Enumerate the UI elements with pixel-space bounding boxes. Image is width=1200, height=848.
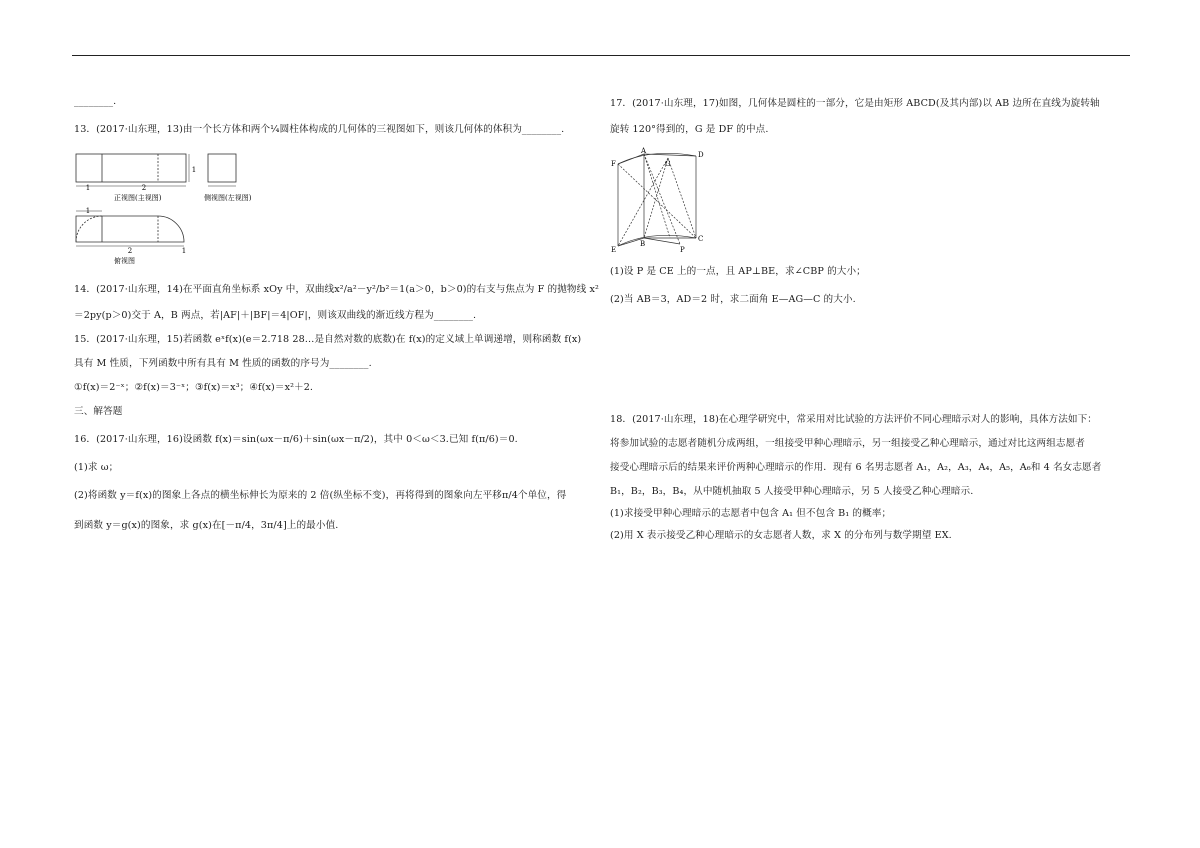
question-18-line-2: 将参加试验的志愿者随机分成两组，一组接受甲种心理暗示，另一组接受乙种心理暗示，通过对比这两组志愿者 xyxy=(610,438,1085,449)
section-heading: 三、解答题 xyxy=(74,406,123,417)
front-dim-1: 1 xyxy=(85,184,91,192)
question-14-line-2: ＝2py(p＞0)交于 A，B 两点，若|AF|＋|BF|＝4|OF|，则该双曲线的渐近线方程为________. xyxy=(74,310,477,321)
top-dim-2: 2 xyxy=(127,247,133,255)
question-18-part-2: (2)用 X 表示接受乙种心理暗示的女志愿者人数，求 X 的分布列与数学期望 EX. xyxy=(610,530,952,541)
question-18-line-1: 18．(2017·山东理，18)在心理学研究中，常采用对比试验的方法评价不同心理暗示对人的影响，具体方法如下： xyxy=(610,414,1097,425)
question-18-line-3: 接受心理暗示后的结果来评价两种心理暗示的作用．现有 6 名男志愿者 A₁，A₂，A₃，A₄，A₅，A₆和 4 名女志愿者 xyxy=(610,462,1102,473)
label-B: B xyxy=(640,240,646,248)
label-F: F xyxy=(611,160,616,168)
lead-blank: ________. xyxy=(74,96,117,107)
label-E: E xyxy=(611,246,617,254)
front-dim-2: 2 xyxy=(141,184,147,192)
label-G: G xyxy=(665,160,671,168)
question-15-line-2: 具有 M 性质，下列函数中所有具有 M 性质的函数的序号为________. xyxy=(74,358,372,369)
top-view xyxy=(76,211,184,246)
header-rule xyxy=(72,55,1130,56)
top-dim-1: 1 xyxy=(85,207,91,215)
question-13: 13．(2017·山东理，13)由一个长方体和两个¼圆柱体构成的几何体的三视图如下，则该几何体的体积为________. xyxy=(74,124,565,135)
question-16-part-2-line-1: (2)将函数 y＝f(x)的图象上各点的横坐标伸长为原来的 2 倍(纵坐标不变)，再将得到的图象向左平移π/4个单位，得 xyxy=(74,490,567,501)
question-16-line-1: 16．(2017·山东理，16)设函数 f(x)＝sin(ωx－π/6)＋sin(ωx－π/2)，其中 0＜ω＜3.已知 f(π/6)＝0. xyxy=(74,434,518,445)
front-view-caption: 正视图(主视图) xyxy=(114,194,162,202)
label-C: C xyxy=(698,235,704,243)
question-17-part-2: (2)当 AB＝3，AD＝2 时，求二面角 E—AG—C 的大小. xyxy=(610,294,856,305)
question-18-line-4: B₁，B₂，B₃，B₄，从中随机抽取 5 人接受甲种心理暗示，另 5 人接受乙种心理暗示. xyxy=(610,486,974,497)
question-16-part-2-line-2: 到函数 y＝g(x)的图象，求 g(x)在[－π/4，3π/4]上的最小值. xyxy=(74,520,339,531)
question-17-line-1: 17．(2017·山东理，17)如图，几何体是圆柱的一部分，它是由矩形 ABCD(及其内部)以 AB 边所在直线为旋转轴 xyxy=(610,98,1100,109)
cylinder-figure xyxy=(610,146,710,258)
label-D: D xyxy=(698,151,704,159)
question-17-line-2: 旋转 120°得到的，G 是 DF 的中点. xyxy=(610,124,769,135)
front-view xyxy=(76,154,189,186)
label-A: A xyxy=(641,147,647,155)
question-14-line-1: 14．(2017·山东理，14)在平面直角坐标系 xOy 中，双曲线x²/a²－y²/b²＝1(a＞0，b＞0)的右支与焦点为 F 的抛物线 x² xyxy=(74,284,599,295)
question-16-part-1: (1)求 ω； xyxy=(74,462,119,473)
label-P: P xyxy=(680,246,685,254)
side-view xyxy=(208,154,236,186)
question-17-part-1: (1)设 P 是 CE 上的一点，且 AP⊥BE，求∠CBP 的大小； xyxy=(610,266,866,277)
three-view-figure xyxy=(74,150,274,266)
front-dim-height: 1 xyxy=(191,166,197,174)
question-15-line-3: ①f(x)＝2⁻ˣ；②f(x)＝3⁻ˣ；③f(x)＝x³；④f(x)＝x²＋2. xyxy=(74,382,314,393)
side-view-caption: 侧视图(左视图) xyxy=(204,194,252,202)
top-dim-1b: 1 xyxy=(181,247,187,255)
top-view-caption: 俯视图 xyxy=(114,257,135,265)
question-18-part-1: (1)求接受甲种心理暗示的志愿者中包含 A₁ 但不包含 B₁ 的概率； xyxy=(610,508,892,519)
question-15-line-1: 15．(2017·山东理，15)若函数 eˣf(x)(e＝2.718 28…是自然对数的底数)在 f(x)的定义域上单调递增，则称函数 f(x) xyxy=(74,334,582,345)
